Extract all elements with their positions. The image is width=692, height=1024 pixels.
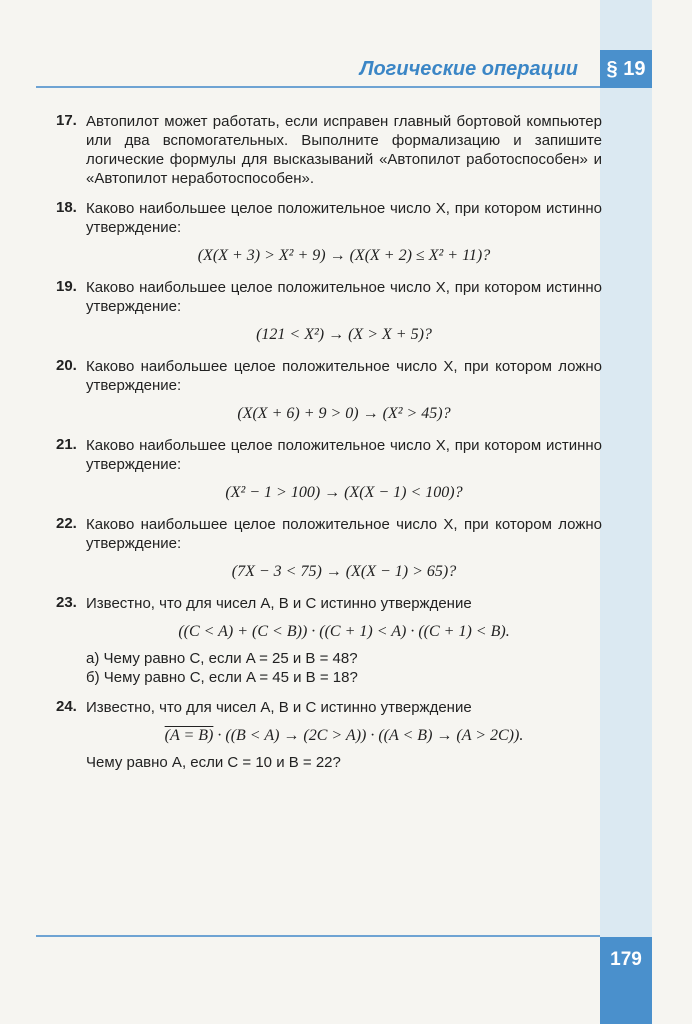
problem-21 bbox=[52, 436, 602, 504]
formula bbox=[86, 725, 602, 747]
problem-number: 17. bbox=[56, 112, 77, 129]
formula: (X² − 1 > 100) → (X(X − 1) < 100)? bbox=[225, 484, 463, 501]
problem-number: 19. bbox=[56, 278, 77, 295]
formula: (X(X + 3) > X² + 9) → (X(X + 2) ≤ X² + 11)? bbox=[197, 247, 491, 264]
problem-text: Каково наибольшее целое положительное число X, при котором истинно утверждение: bbox=[86, 200, 602, 236]
problem-text: Известно, что для чисел A, B и C истинно утверждение bbox=[86, 699, 472, 716]
problem-number: 23. bbox=[56, 594, 77, 611]
negated-term: (A = B) bbox=[164, 727, 214, 744]
problem-number: 22. bbox=[56, 515, 77, 532]
formula-rest: · ((B < A) → (2C > A)) · ((A < B) → (A > 2C)). bbox=[213, 727, 524, 744]
problem-24 bbox=[52, 698, 602, 772]
problem-text: Каково наибольшее целое положительное число X, при котором ложно утверждение: bbox=[86, 516, 602, 552]
question: Чему равно A, если C = 10 и B = 22? bbox=[86, 754, 341, 771]
problem-number: 18. bbox=[56, 199, 77, 216]
sub-question-b: б) Чему равно C, если A = 45 и B = 18? bbox=[86, 669, 358, 686]
section-tab: § 19 bbox=[600, 50, 652, 88]
problem-list bbox=[52, 112, 602, 783]
side-strip bbox=[600, 0, 652, 1024]
formula: ((C < A) + (C < B)) · ((C + 1) < A) · ((C + 1) < B). bbox=[178, 623, 510, 640]
problem-23 bbox=[52, 594, 602, 687]
sub-question-a: а) Чему равно C, если A = 25 и B = 48? bbox=[86, 650, 358, 667]
problem-17 bbox=[52, 112, 602, 188]
formula: (X(X + 6) + 9 > 0) → (X² > 45)? bbox=[237, 405, 451, 422]
problem-22 bbox=[52, 515, 602, 583]
formula: (121 < X²) → (X > X + 5)? bbox=[256, 326, 432, 343]
problem-number: 20. bbox=[56, 357, 77, 374]
formula: (7X − 3 < 75) → (X(X − 1) > 65)? bbox=[231, 563, 457, 580]
problem-text: Известно, что для чисел A, B и C истинно утверждение bbox=[86, 595, 472, 612]
problem-18 bbox=[52, 199, 602, 267]
problem-text: Каково наибольшее целое положительное число X, при котором ложно утверждение: bbox=[86, 358, 602, 394]
problem-20 bbox=[52, 357, 602, 425]
problem-text: Автопилот может работать, если исправен главный бортовой компьютер или два вспомогательных. Выполните формализацию и запишите логические формулы для высказываний «Автопилот работоспособен» и «Автопилот неработоспособен». bbox=[86, 113, 602, 187]
chapter-title: Логические операции bbox=[359, 58, 578, 80]
page-number: 179 bbox=[600, 937, 652, 1024]
problem-number: 21. bbox=[56, 436, 77, 453]
problem-number: 24. bbox=[56, 698, 77, 715]
problem-text: Каково наибольшее целое положительное число X, при котором истинно утверждение: bbox=[86, 437, 602, 473]
header-rule bbox=[36, 86, 600, 88]
problem-text: Каково наибольшее целое положительное число X, при котором истинно утверждение: bbox=[86, 279, 602, 315]
footer-rule bbox=[36, 935, 600, 937]
problem-19 bbox=[52, 278, 602, 346]
